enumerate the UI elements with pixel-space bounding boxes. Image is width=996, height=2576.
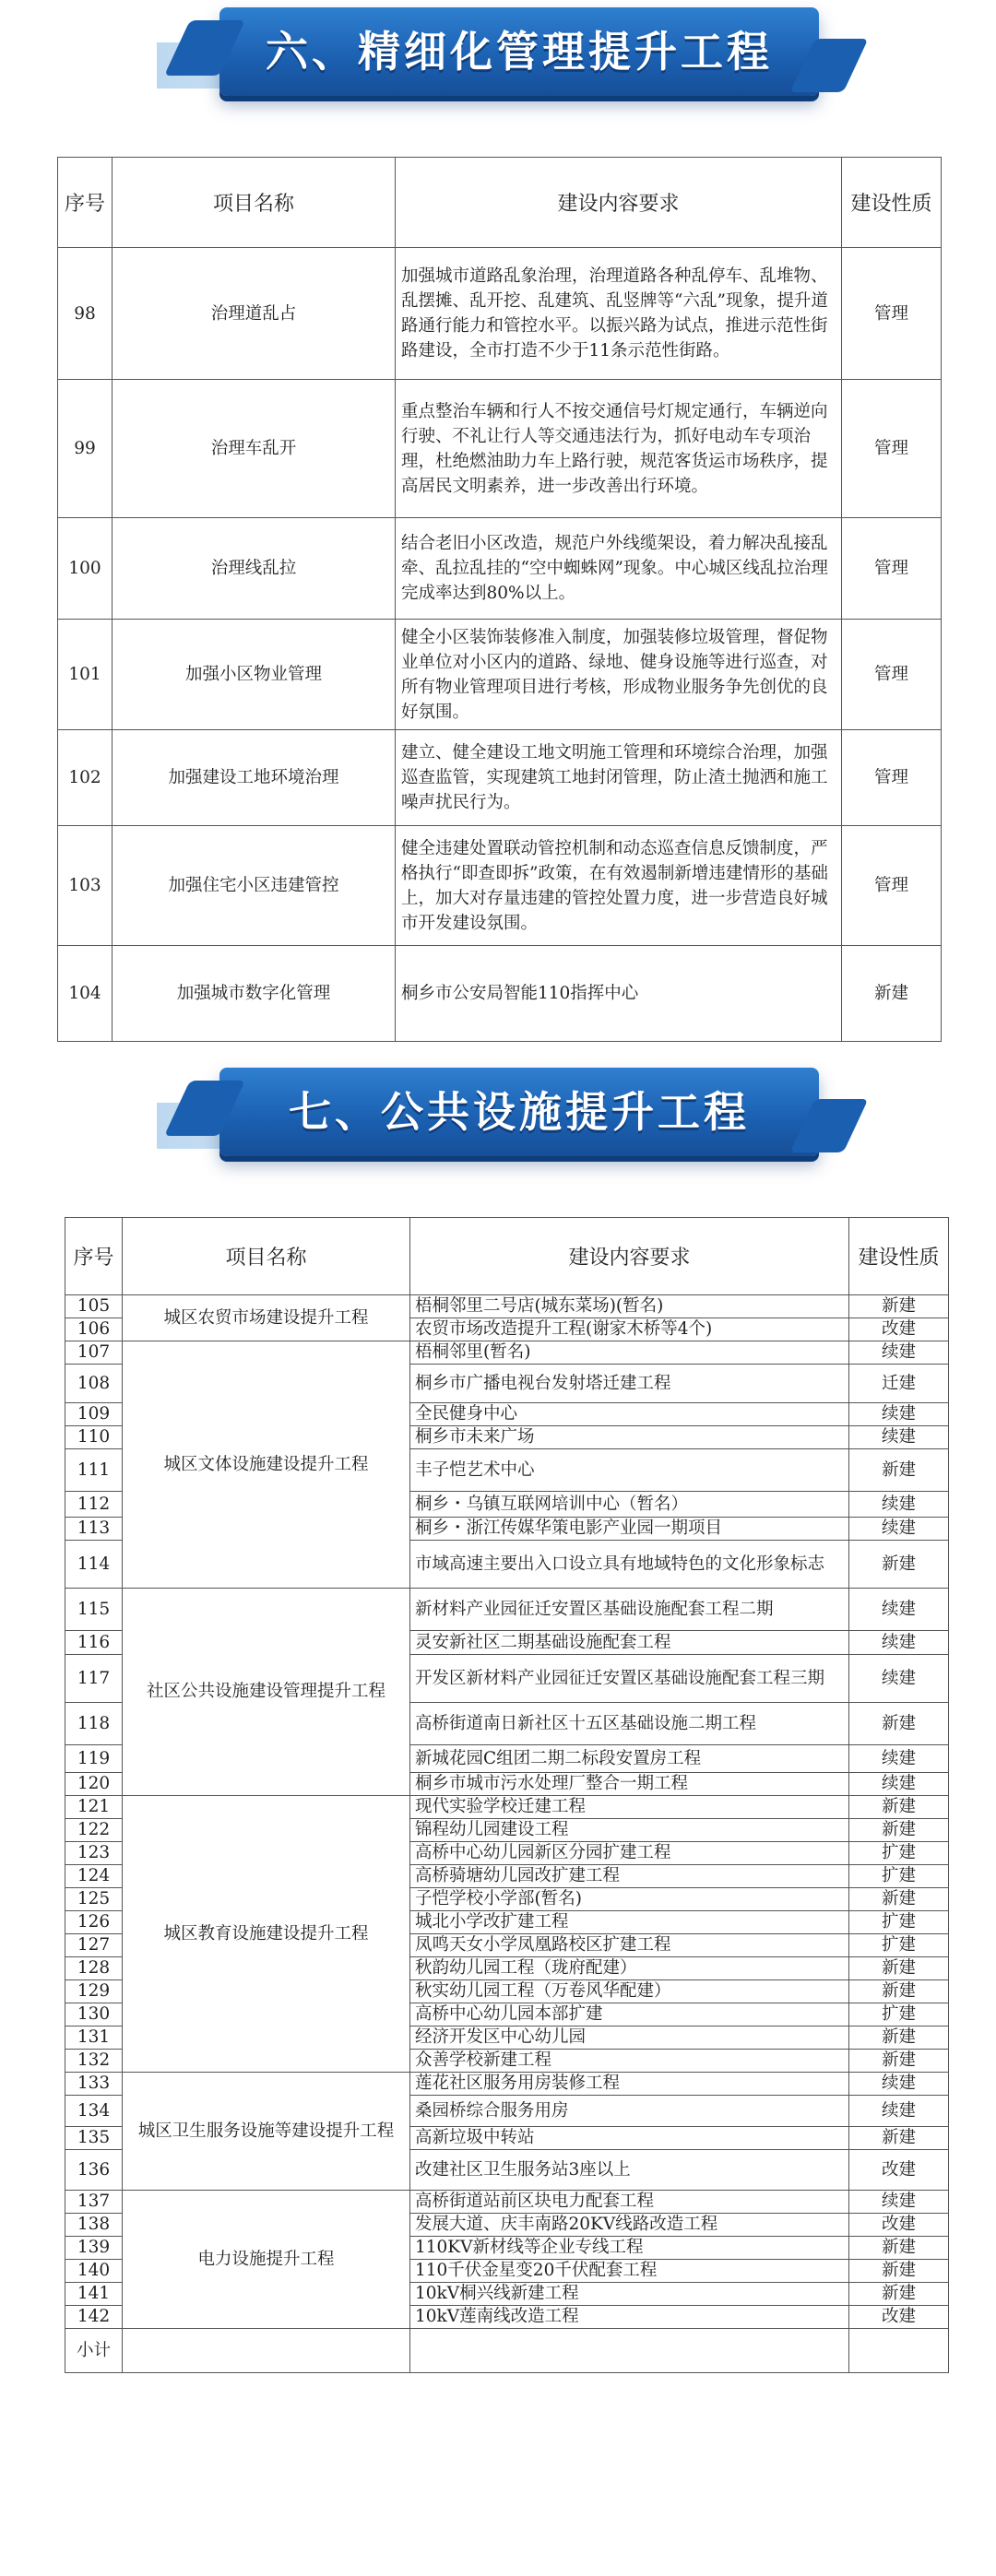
- row-number: 104: [58, 946, 113, 1042]
- section6-table: [57, 157, 942, 1042]
- header-type: 建设性质: [849, 1218, 949, 1295]
- construction-type: 续建: [849, 1518, 949, 1541]
- project-content: 高桥中心幼儿园新区分园扩建工程: [410, 1842, 849, 1865]
- project-name: 加强城市数字化管理: [113, 946, 396, 1042]
- project-content: 丰子恺艺术中心: [410, 1449, 849, 1492]
- project-content: 凤鸣天女小学凤凰路校区扩建工程: [410, 1934, 849, 1957]
- project-content: 桐乡・浙江传媒华策电影产业园一期项目: [410, 1518, 849, 1541]
- row-number: 111: [65, 1449, 123, 1492]
- row-number: 115: [65, 1589, 123, 1631]
- construction-type: 续建: [849, 1745, 949, 1773]
- project-content: 加强城市道路乱象治理，治理道路各种乱停车、乱堆物、乱摆摊、乱开挖、乱建筑、乱竖牌等“六乱”现象，提升道路通行能力和管控水平。以振兴路为试点，推进示范性街路建设，全市打造不少于11条示范性街路。: [396, 248, 842, 380]
- construction-type: 新建: [849, 2260, 949, 2283]
- construction-type: 新建: [849, 1796, 949, 1819]
- row-number: 122: [65, 1819, 123, 1842]
- row-number: 123: [65, 1842, 123, 1865]
- row-number: 117: [65, 1655, 123, 1703]
- project-content: 市域高速主要出入口设立具有地域特色的文化形象标志: [410, 1541, 849, 1589]
- row-number: 140: [65, 2260, 123, 2283]
- section7-banner: [0, 1060, 996, 1171]
- project-content: 现代实验学校迁建工程: [410, 1796, 849, 1819]
- construction-type: 新建: [849, 1957, 949, 1980]
- project-content: 10kV桐兴线新建工程: [410, 2283, 849, 2306]
- project-content: 农贸市场改造提升工程(谢家木桥等4个): [410, 1318, 849, 1341]
- project-content: 高桥街道南日新社区十五区基础设施二期工程: [410, 1703, 849, 1745]
- construction-type: 续建: [849, 1403, 949, 1426]
- row-number: 118: [65, 1703, 123, 1745]
- project-name: 加强小区物业管理: [113, 620, 396, 730]
- construction-type: 迁建: [849, 1365, 949, 1403]
- row-number: 102: [58, 730, 113, 826]
- project-content: 健全违建处置联动管控机制和动态巡查信息反馈制度，严格执行“即查即拆”政策，在有效遏制新增违建情形的基础上，加大对存量违建的管控处置力度，进一步营造良好城市开发建设氛围。: [396, 826, 842, 946]
- project-content: 众善学校新建工程: [410, 2050, 849, 2073]
- table-row: [58, 248, 942, 380]
- table-row: [65, 1589, 949, 1631]
- table-row: [65, 2191, 949, 2214]
- construction-type: 扩建: [849, 1865, 949, 1888]
- construction-type: 改建: [849, 1318, 949, 1341]
- table-row: [65, 1295, 949, 1318]
- construction-type: 续建: [849, 2191, 949, 2214]
- construction-type: 续建: [849, 1631, 949, 1655]
- construction-type: 新建: [849, 1541, 949, 1589]
- project-content: 桐乡・乌镇互联网培训中心（暂名）: [410, 1492, 849, 1518]
- row-number: 114: [65, 1541, 123, 1589]
- header-name: 项目名称: [123, 1218, 410, 1295]
- construction-type: 新建: [849, 1703, 949, 1745]
- construction-type: 续建: [849, 1589, 949, 1631]
- project-content: 桐乡市城市污水处理厂整合一期工程: [410, 1773, 849, 1796]
- row-number: 134: [65, 2096, 123, 2127]
- subtotal-empty-cell: [849, 2329, 949, 2373]
- row-number: 99: [58, 380, 113, 518]
- construction-type: 改建: [849, 2306, 949, 2329]
- row-number: 138: [65, 2214, 123, 2237]
- construction-type: 管理: [842, 730, 942, 826]
- project-name: 城区农贸市场建设提升工程: [123, 1295, 410, 1341]
- table-row: [65, 1796, 949, 1819]
- project-name: 加强建设工地环境治理: [113, 730, 396, 826]
- row-number: 121: [65, 1796, 123, 1819]
- row-number: 141: [65, 2283, 123, 2306]
- section6-banner: [0, 0, 996, 111]
- project-content: 发展大道、庆丰南路20KV线路改造工程: [410, 2214, 849, 2237]
- row-number: 110: [65, 1426, 123, 1449]
- construction-type: 新建: [849, 2127, 949, 2150]
- row-number: 131: [65, 2027, 123, 2050]
- row-number: 132: [65, 2050, 123, 2073]
- project-name: 治理道乱占: [113, 248, 396, 380]
- construction-type: 管理: [842, 518, 942, 620]
- construction-type: 管理: [842, 620, 942, 730]
- row-number: 98: [58, 248, 113, 380]
- table-row: [58, 826, 942, 946]
- section7-title: 七、公共设施提升工程: [289, 1087, 750, 1137]
- project-content: 高桥骑塘幼儿园改扩建工程: [410, 1865, 849, 1888]
- header-content: 建设内容要求: [410, 1218, 849, 1295]
- project-content: 秋韵幼儿园工程（珑府配建）: [410, 1957, 849, 1980]
- row-number: 127: [65, 1934, 123, 1957]
- project-name: 治理车乱开: [113, 380, 396, 518]
- construction-type: 新建: [849, 1888, 949, 1911]
- project-content: 新材料产业园征迁安置区基础设施配套工程二期: [410, 1589, 849, 1631]
- header-name: 项目名称: [113, 158, 396, 248]
- table-row: [58, 620, 942, 730]
- project-content: 梧桐邻里二号店(城东菜场)(暂名): [410, 1295, 849, 1318]
- row-number: 133: [65, 2073, 123, 2096]
- project-name: 电力设施提升工程: [123, 2191, 410, 2329]
- table-row: [58, 730, 942, 826]
- row-number: 130: [65, 2003, 123, 2027]
- row-number: 105: [65, 1295, 123, 1318]
- row-number: 113: [65, 1518, 123, 1541]
- project-content: 梧桐邻里(暂名): [410, 1341, 849, 1365]
- row-number: 126: [65, 1911, 123, 1934]
- construction-type: 续建: [849, 2073, 949, 2096]
- construction-type: 续建: [849, 1341, 949, 1365]
- table-row: [58, 946, 942, 1042]
- project-content: 子恺学校小学部(暂名): [410, 1888, 849, 1911]
- construction-type: 新建: [849, 2027, 949, 2050]
- project-content: 桐乡市未来广场: [410, 1426, 849, 1449]
- project-content: 全民健身中心: [410, 1403, 849, 1426]
- project-content: 秋实幼儿园工程（万卷风华配建）: [410, 1980, 849, 2003]
- construction-type: 管理: [842, 380, 942, 518]
- row-number: 108: [65, 1365, 123, 1403]
- table-row: [65, 1341, 949, 1365]
- row-number: 137: [65, 2191, 123, 2214]
- row-number: 139: [65, 2237, 123, 2260]
- project-content: 莲花社区服务用房装修工程: [410, 2073, 849, 2096]
- construction-type: 续建: [849, 1655, 949, 1703]
- project-content: 灵安新社区二期基础设施配套工程: [410, 1631, 849, 1655]
- project-content: 新城花园C组团二期二标段安置房工程: [410, 1745, 849, 1773]
- subtotal-label: 小计: [65, 2329, 123, 2373]
- construction-type: 新建: [849, 1819, 949, 1842]
- project-content: 高桥街道站前区块电力配套工程: [410, 2191, 849, 2214]
- construction-type: 新建: [849, 1449, 949, 1492]
- construction-type: 改建: [849, 2150, 949, 2191]
- subtotal-empty-cell: [123, 2329, 410, 2373]
- row-number: 120: [65, 1773, 123, 1796]
- header-content: 建设内容要求: [396, 158, 842, 248]
- row-number: 129: [65, 1980, 123, 2003]
- project-content: 结合老旧小区改造，规范户外线缆架设，着力解决乱接乱牵、乱拉乱挂的“空中蜘蛛网”现象。中心城区线乱拉治理完成率达到80%以上。: [396, 518, 842, 620]
- table-row: [65, 2073, 949, 2096]
- construction-type: 扩建: [849, 1911, 949, 1934]
- row-number: 107: [65, 1341, 123, 1365]
- row-number: 116: [65, 1631, 123, 1655]
- construction-type: 管理: [842, 826, 942, 946]
- project-content: 桐乡市公安局智能110指挥中心: [396, 946, 842, 1042]
- project-content: 城北小学改扩建工程: [410, 1911, 849, 1934]
- table-row: [58, 380, 942, 518]
- project-name: 城区文体设施建设提升工程: [123, 1341, 410, 1589]
- construction-type: 续建: [849, 1492, 949, 1518]
- construction-type: 新建: [849, 2283, 949, 2306]
- row-number: 128: [65, 1957, 123, 1980]
- subtotal-empty-cell: [410, 2329, 849, 2373]
- project-name: 城区卫生服务设施等建设提升工程: [123, 2073, 410, 2191]
- project-content: 高新垃圾中转站: [410, 2127, 849, 2150]
- project-name: 社区公共设施建设管理提升工程: [123, 1589, 410, 1796]
- project-content: 改建社区卫生服务站3座以上: [410, 2150, 849, 2191]
- construction-type: 新建: [849, 1295, 949, 1318]
- header-no: 序号: [65, 1218, 123, 1295]
- row-number: 135: [65, 2127, 123, 2150]
- project-content: 10kV莲南线改造工程: [410, 2306, 849, 2329]
- header-type: 建设性质: [842, 158, 942, 248]
- header-no: 序号: [58, 158, 113, 248]
- construction-type: 新建: [849, 2050, 949, 2073]
- construction-type: 管理: [842, 248, 942, 380]
- project-content: 110KV新材线等企业专线工程: [410, 2237, 849, 2260]
- construction-type: 扩建: [849, 2003, 949, 2027]
- construction-type: 改建: [849, 2214, 949, 2237]
- construction-type: 续建: [849, 1773, 949, 1796]
- project-content: 桑园桥综合服务用房: [410, 2096, 849, 2127]
- section6-title: 六、精细化管理提升工程: [266, 27, 773, 77]
- project-content: 开发区新材料产业园征迁安置区基础设施配套工程三期: [410, 1655, 849, 1703]
- row-number: 109: [65, 1403, 123, 1426]
- construction-type: 扩建: [849, 1934, 949, 1957]
- row-number: 101: [58, 620, 113, 730]
- row-number: 106: [65, 1318, 123, 1341]
- table-row: [58, 518, 942, 620]
- construction-type: 新建: [849, 1980, 949, 2003]
- subtotal-row: [65, 2329, 949, 2373]
- project-name: 加强住宅小区违建管控: [113, 826, 396, 946]
- project-content: 高桥中心幼儿园本部扩建: [410, 2003, 849, 2027]
- row-number: 136: [65, 2150, 123, 2191]
- row-number: 125: [65, 1888, 123, 1911]
- project-content: 桐乡市广播电视台发射塔迁建工程: [410, 1365, 849, 1403]
- project-content: 健全小区装饰装修准入制度，加强装修垃圾管理，督促物业单位对小区内的道路、绿地、健身设施等进行巡查，对所有物业管理项目进行考核，形成物业服务争先创优的良好氛围。: [396, 620, 842, 730]
- row-number: 100: [58, 518, 113, 620]
- project-name: 城区教育设施建设提升工程: [123, 1796, 410, 2073]
- construction-type: 新建: [842, 946, 942, 1042]
- row-number: 112: [65, 1492, 123, 1518]
- project-content: 建立、健全建设工地文明施工管理和环境综合治理，加强巡查监管，实现建筑工地封闭管理，防止渣土抛洒和施工噪声扰民行为。: [396, 730, 842, 826]
- construction-type: 续建: [849, 2096, 949, 2127]
- project-content: 重点整治车辆和行人不按交通信号灯规定通行，车辆逆向行驶、不礼让行人等交通违法行为，抓好电动车专项治理，杜绝燃油助力车上路行驶，规范客货运市场秩序，提高居民文明素养，进一步改善出行环境。: [396, 380, 842, 518]
- row-number: 119: [65, 1745, 123, 1773]
- construction-type: 新建: [849, 2237, 949, 2260]
- project-content: 110千伏金星变20千伏配套工程: [410, 2260, 849, 2283]
- project-content: 经济开发区中心幼儿园: [410, 2027, 849, 2050]
- construction-type: 续建: [849, 1426, 949, 1449]
- project-name: 治理线乱拉: [113, 518, 396, 620]
- section7-table: [65, 1217, 949, 2373]
- row-number: 103: [58, 826, 113, 946]
- row-number: 124: [65, 1865, 123, 1888]
- construction-type: 扩建: [849, 1842, 949, 1865]
- row-number: 142: [65, 2306, 123, 2329]
- project-content: 锦程幼儿园建设工程: [410, 1819, 849, 1842]
